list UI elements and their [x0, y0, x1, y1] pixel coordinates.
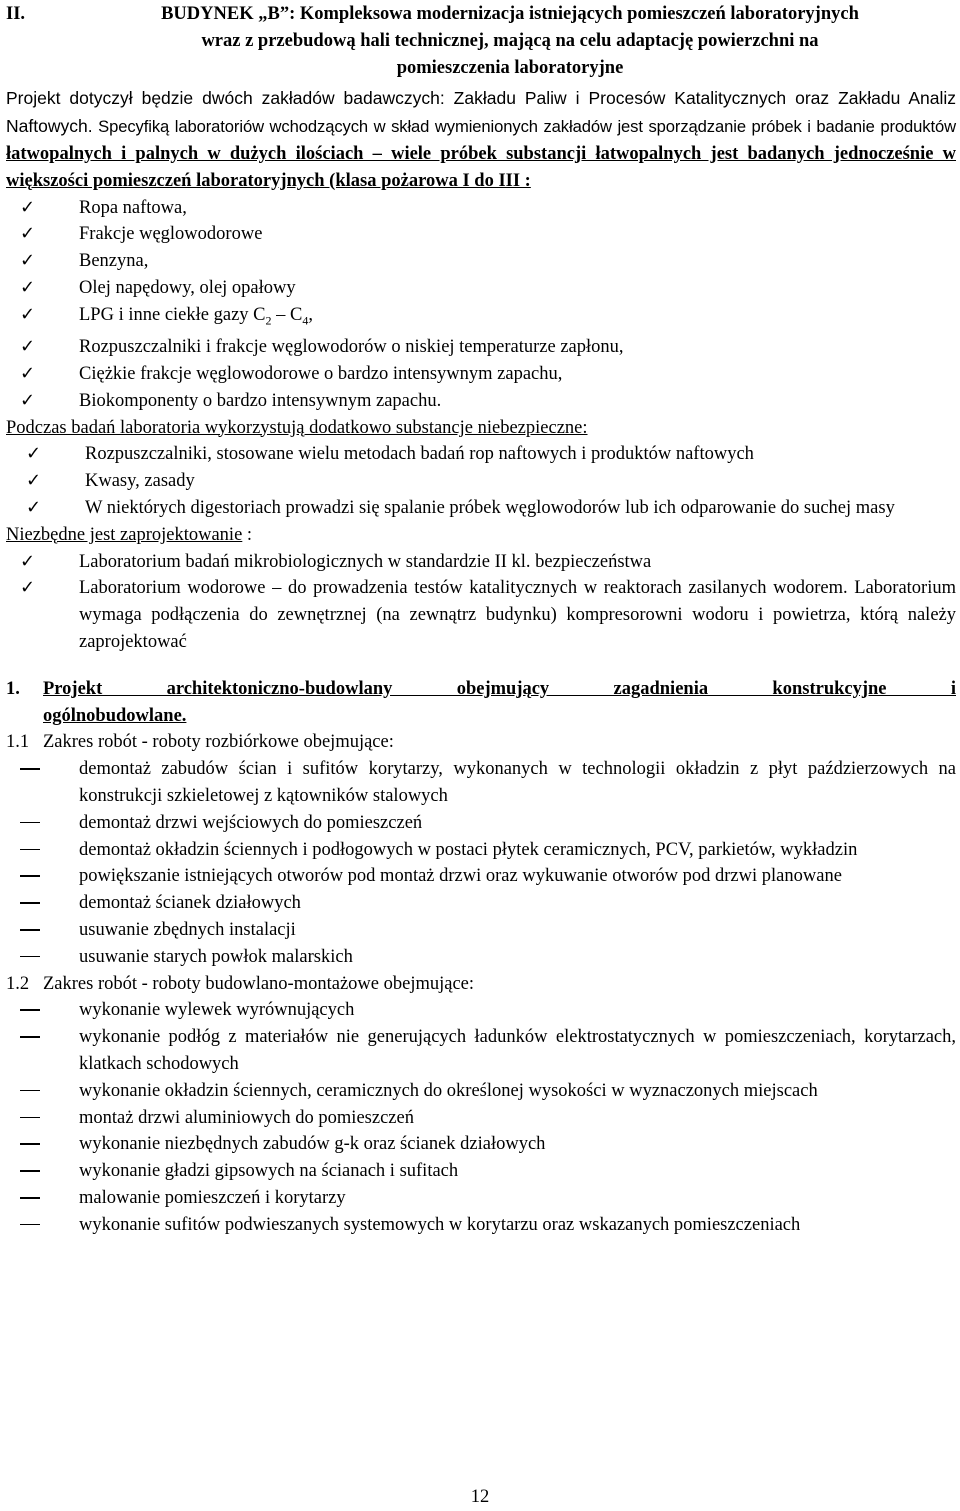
list-item: demontaż ścianek działowych [6, 890, 956, 917]
checkmark-icon: ✓ [20, 303, 36, 325]
list-item: malowanie pomieszczeń i korytarzy [6, 1185, 956, 1212]
checkmark-icon: ✓ [20, 196, 36, 218]
list-item: usuwanie starych powłok malarskich [6, 944, 956, 971]
construction-works-list [6, 997, 956, 1238]
checkmark-icon: ✓ [20, 250, 36, 272]
subscript-4: 4 [302, 313, 309, 328]
list-item: ✓ Ciężkie frakcje węglowodorowe o bardzo intensywnym zapachu, [6, 361, 956, 388]
heading-number: II. [6, 4, 26, 24]
list-item: demontaż okładzin ściennych i podłogowych w postaci płytek ceramicznych, PCV, parkietów, wykładzin [6, 837, 956, 864]
list-item: ✓ Ropa naftowa, [6, 195, 956, 222]
intro-text-1: Projekt dotyczył będzie dwóch zakładów badawczych: Zakładu Paliw i Procesów Katalitycznych oraz Zakładu Analiz Naftowych. [6, 88, 956, 137]
list-item: wykonanie niezbędnych zabudów g-k oraz ścianek działowych [6, 1131, 956, 1158]
dash-bullet-icon [20, 902, 40, 904]
main-heading [6, 0, 956, 81]
list-item: usuwanie zbędnych instalacji [6, 917, 956, 944]
dash-bullet-icon [20, 1009, 40, 1011]
list-item: wykonanie okładzin ściennych, ceramicznych do określonej wysokości w wyznaczonych miejscach [6, 1078, 956, 1105]
section-title: Projekt architektoniczno-budowlany obejmujący zagadnienia konstrukcyjne i [43, 678, 956, 699]
dash-bullet-icon [20, 822, 40, 824]
list-item: wykonanie podłóg z materiałów nie generujących ładunków elektrostatycznych w pomieszczeniach, korytarzach, klatkach schodowych [6, 1024, 956, 1078]
list-item: ✓ Kwasy, zasady [12, 468, 956, 495]
dash-bullet-icon [20, 1197, 40, 1199]
list-item: ✓ LPG i inne ciekłe gazy $C_2 - C_4$, [20, 303, 313, 328]
demolition-works-list [6, 756, 956, 970]
subsection-title: Zakres robót - roboty budowlano-montażowe obejmujące: [43, 973, 475, 994]
checkmark-icon: ✓ [20, 223, 36, 245]
list-item: demontaż zabudów ścian i sufitów korytarzy, wykonanych w technologii okładzin z płyt paździerzowych na konstrukcji szkieletowej z kątowników stalowych [6, 756, 956, 810]
heading-line-1: BUDYNEK „B”: Kompleksowa modernizacja istniejących pomieszczeń laboratoryjnych [161, 4, 859, 24]
list-item: ✓ Rozpuszczalniki, stosowane wielu metodach badań rop naftowych i produktów naftowych [12, 441, 956, 468]
substances-list [6, 195, 956, 415]
intro-text-3: łatwopalnych i palnych w dużych ilościach – wiele próbek substancji łatwopalnych jest badanych jednocześnie w większości pomieszczeń laboratoryjnych (klasa pożarowa I do III : [6, 143, 956, 191]
dash-bullet-icon [20, 1170, 40, 1172]
dash-bullet-icon [20, 929, 40, 931]
checkmark-icon: ✓ [20, 577, 36, 599]
required-list [6, 549, 956, 656]
dash-bullet-icon [20, 1143, 40, 1145]
intro-text-2: Specyfiką laboratoriów wchodzących w skład wymienionych zakładów jest sporządzanie próbek i badanie produktów [92, 117, 956, 137]
list-item: ✓ Laboratorium wodorowe – do prowadzenia testów katalitycznych w reaktorach zasilanych wodorem. Laboratorium wymaga podłączenia do zewnętrznej (na zewnątrz budynku) kompresorowni wodoru i powietrza, którą należy zaprojektować [20, 577, 956, 653]
heading-line-3: pomieszczenia laboratoryjne [396, 57, 624, 78]
checkmark-icon: ✓ [20, 363, 36, 385]
subsection-1-2-heading [6, 971, 956, 998]
dash-bullet-icon [20, 768, 40, 770]
list-item: ✓ Rozpuszczalniki i frakcje węglowodorów o niskiej temperaturze zapłonu, [6, 334, 956, 361]
dash-bullet-icon [20, 1117, 40, 1119]
heading-title [64, 1, 956, 81]
list-item: wykonanie gładzi gipsowych na ścianach i sufitach [6, 1158, 956, 1185]
required-heading: Niezbędne jest zaprojektowanie : [6, 524, 253, 545]
subsection-number: 1.1 [6, 732, 30, 753]
list-item: wykonanie wylewek wyrównujących [6, 997, 956, 1024]
list-item: ✓ Laboratorium badań mikrobiologicznych w standardzie II kl. bezpieczeństwa [6, 549, 956, 576]
subsection-title: Zakres robót - roboty rozbiórkowe obejmujące: [43, 732, 394, 753]
subsection-number: 1.2 [6, 973, 30, 994]
checkmark-icon: ✓ [26, 470, 42, 492]
heading-line-2: wraz z przebudową hali technicznej, mającą na celu adaptację powierzchni na [201, 30, 819, 51]
checkmark-icon: ✓ [26, 443, 42, 465]
checkmark-icon: ✓ [20, 336, 36, 358]
dash-bullet-icon [20, 849, 40, 851]
dash-bullet-icon [20, 875, 40, 877]
additional-substances-list [6, 441, 956, 521]
checkmark-icon: ✓ [20, 389, 36, 411]
list-item: ✓ Biokomponenty o bardzo intensywnym zapachu. [6, 388, 956, 415]
dash-bullet-icon [20, 956, 40, 958]
intro-paragraph [6, 85, 956, 194]
section-title-continued: ogólnobudowlane. [43, 705, 187, 726]
section-1-heading [6, 676, 956, 703]
dash-bullet-icon [20, 1224, 40, 1226]
list-item: ✓ W niektórych digestoriach prowadzi się spalanie próbek węglowodorów lub ich odparowanie do suchej masy [12, 495, 956, 522]
document-page [6, 0, 956, 1239]
additional-substances-heading: Podczas badań laboratoria wykorzystują dodatkowo substancje niebezpieczne: [6, 417, 588, 438]
subsection-1-1-heading [6, 729, 956, 756]
dash-bullet-icon [20, 1090, 40, 1092]
list-item: demontaż drzwi wejściowych do pomieszczeń [6, 810, 956, 837]
list-item: ✓ Olej napędowy, olej opałowy [6, 275, 956, 302]
page-number: 12 [470, 1487, 490, 1507]
list-item: montaż drzwi aluminiowych do pomieszczeń [6, 1105, 956, 1132]
checkmark-icon: ✓ [26, 497, 42, 519]
checkmark-icon: ✓ [20, 550, 36, 572]
dash-bullet-icon [20, 1036, 40, 1038]
list-item: ✓ Benzyna, [6, 248, 956, 275]
list-item: ✓ Frakcje węglowodorowe [6, 221, 956, 248]
subscript-2: 2 [265, 313, 272, 328]
section-number: 1. [6, 678, 20, 699]
list-item: wykonanie sufitów podwieszanych systemowych w korytarzu oraz wskazanych pomieszczeniach [6, 1212, 956, 1239]
checkmark-icon: ✓ [20, 276, 36, 298]
list-item: powiększanie istniejących otworów pod montaż drzwi oraz wykuwanie otworów pod drzwi planowane [6, 863, 956, 890]
